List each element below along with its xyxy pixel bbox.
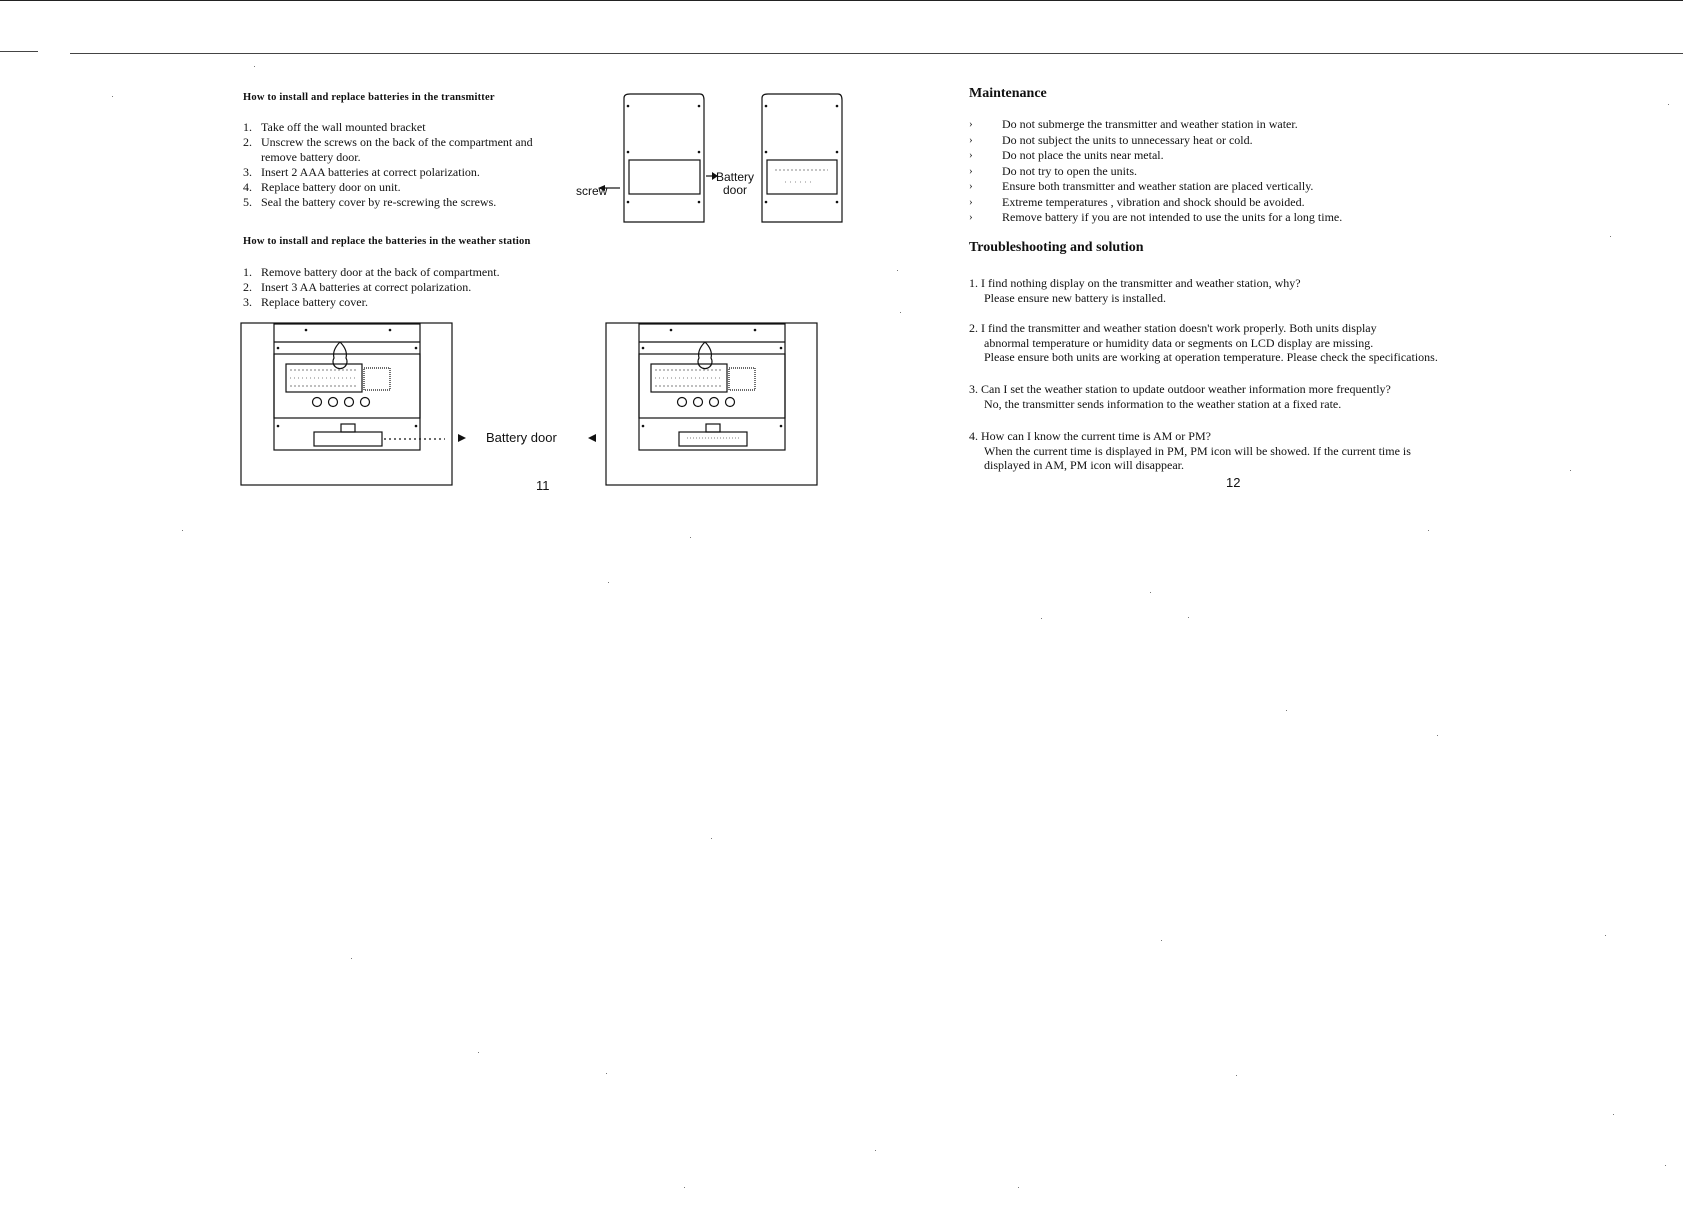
faq-item-1: 1. I find nothing display on the transmitter and weather station, why? Please ensure new battery is installed.: [969, 276, 1301, 305]
bullet-icon: ›: [969, 133, 973, 146]
list-item: 3. Insert 2 AAA batteries at correct polarization.: [243, 165, 480, 179]
weather-station-heading: How to install and replace the batteries in the weather station: [243, 236, 531, 247]
screw-label: screw: [576, 184, 608, 198]
list-item: 3. Replace battery cover.: [243, 295, 368, 309]
battery-door-arrow-left: [586, 433, 600, 443]
weather-station-steps: [243, 265, 643, 310]
list-item: 2. Insert 3 AA batteries at correct polarization.: [243, 280, 472, 294]
bullet-icon: ›: [969, 118, 973, 130]
transmitter-heading: How to install and replace batteries in the transmitter: [243, 92, 495, 103]
troubleshooting-heading: Troubleshooting and solution: [969, 240, 1144, 255]
list-item: 5. Seal the battery cover by re-screwing the screws.: [243, 195, 497, 209]
battery-door-arrow-right: [456, 433, 470, 443]
maintenance-list: [969, 117, 1529, 226]
weather-station-diagram-open: [605, 322, 820, 487]
faq-item-4: 4. How can I know the current time is AM or PM? When the current time is displayed in PM, PM icon will be showed. If the current time is displayed in AM, PM icon will disappear.: [969, 429, 1411, 472]
list-item: › Do not submerge the transmitter and weather station in water.: [969, 117, 1298, 131]
list-item: › Do not try to open the units.: [969, 163, 1137, 178]
list-item: › Do not subject the units to unnecessary heat or cold.: [969, 132, 1253, 147]
transmitter-steps: [243, 120, 603, 210]
faq-item-2: 2. I find the transmitter and weather station doesn't work properly. Both units display abnormal temperature or humidity data or segments on LCD display are missing. Please ensure both units are working at operation temperature. Please check the specifications.: [969, 321, 1438, 364]
left-rule: [0, 51, 38, 52]
top-border: [0, 0, 1683, 1]
list-item: › Extreme temperatures , vibration and shock should be avoided.: [969, 194, 1305, 209]
list-item: › Remove battery if you are not intended to use the units for a long time.: [969, 210, 1343, 224]
bullet-icon: ›: [969, 195, 973, 208]
weather-station-diagram-closed: [240, 322, 455, 487]
list-item: 1. Take off the wall mounted bracket: [243, 120, 426, 134]
list-item: › Ensure both transmitter and weather station are placed vertically.: [969, 179, 1314, 193]
list-item: › Do not place the units near metal.: [969, 148, 1164, 162]
bullet-icon: ›: [969, 149, 973, 161]
page-number-left: 11: [536, 478, 550, 493]
bullet-icon: ›: [969, 180, 973, 192]
header-rule: [70, 53, 1683, 54]
list-item: 2. Unscrew the screws on the back of the compartment and remove battery door.: [243, 135, 533, 164]
bullet-icon: ›: [969, 211, 973, 223]
maintenance-heading: Maintenance: [969, 86, 1047, 101]
list-item: 1. Remove battery door at the back of compartment.: [243, 265, 500, 279]
battery-door-label: Battery door: [486, 430, 557, 445]
page-number-right: 12: [1226, 475, 1241, 490]
faq-item-3: 3. Can I set the weather station to update outdoor weather information more frequently? No, the transmitter sends information to the weather station at a fixed rate.: [969, 382, 1391, 411]
transmitter-diagram: [570, 92, 850, 227]
list-item: 4. Replace battery door on unit.: [243, 180, 401, 194]
battery-door-label-top: Battery door: [716, 170, 755, 197]
bullet-icon: ›: [969, 164, 973, 177]
